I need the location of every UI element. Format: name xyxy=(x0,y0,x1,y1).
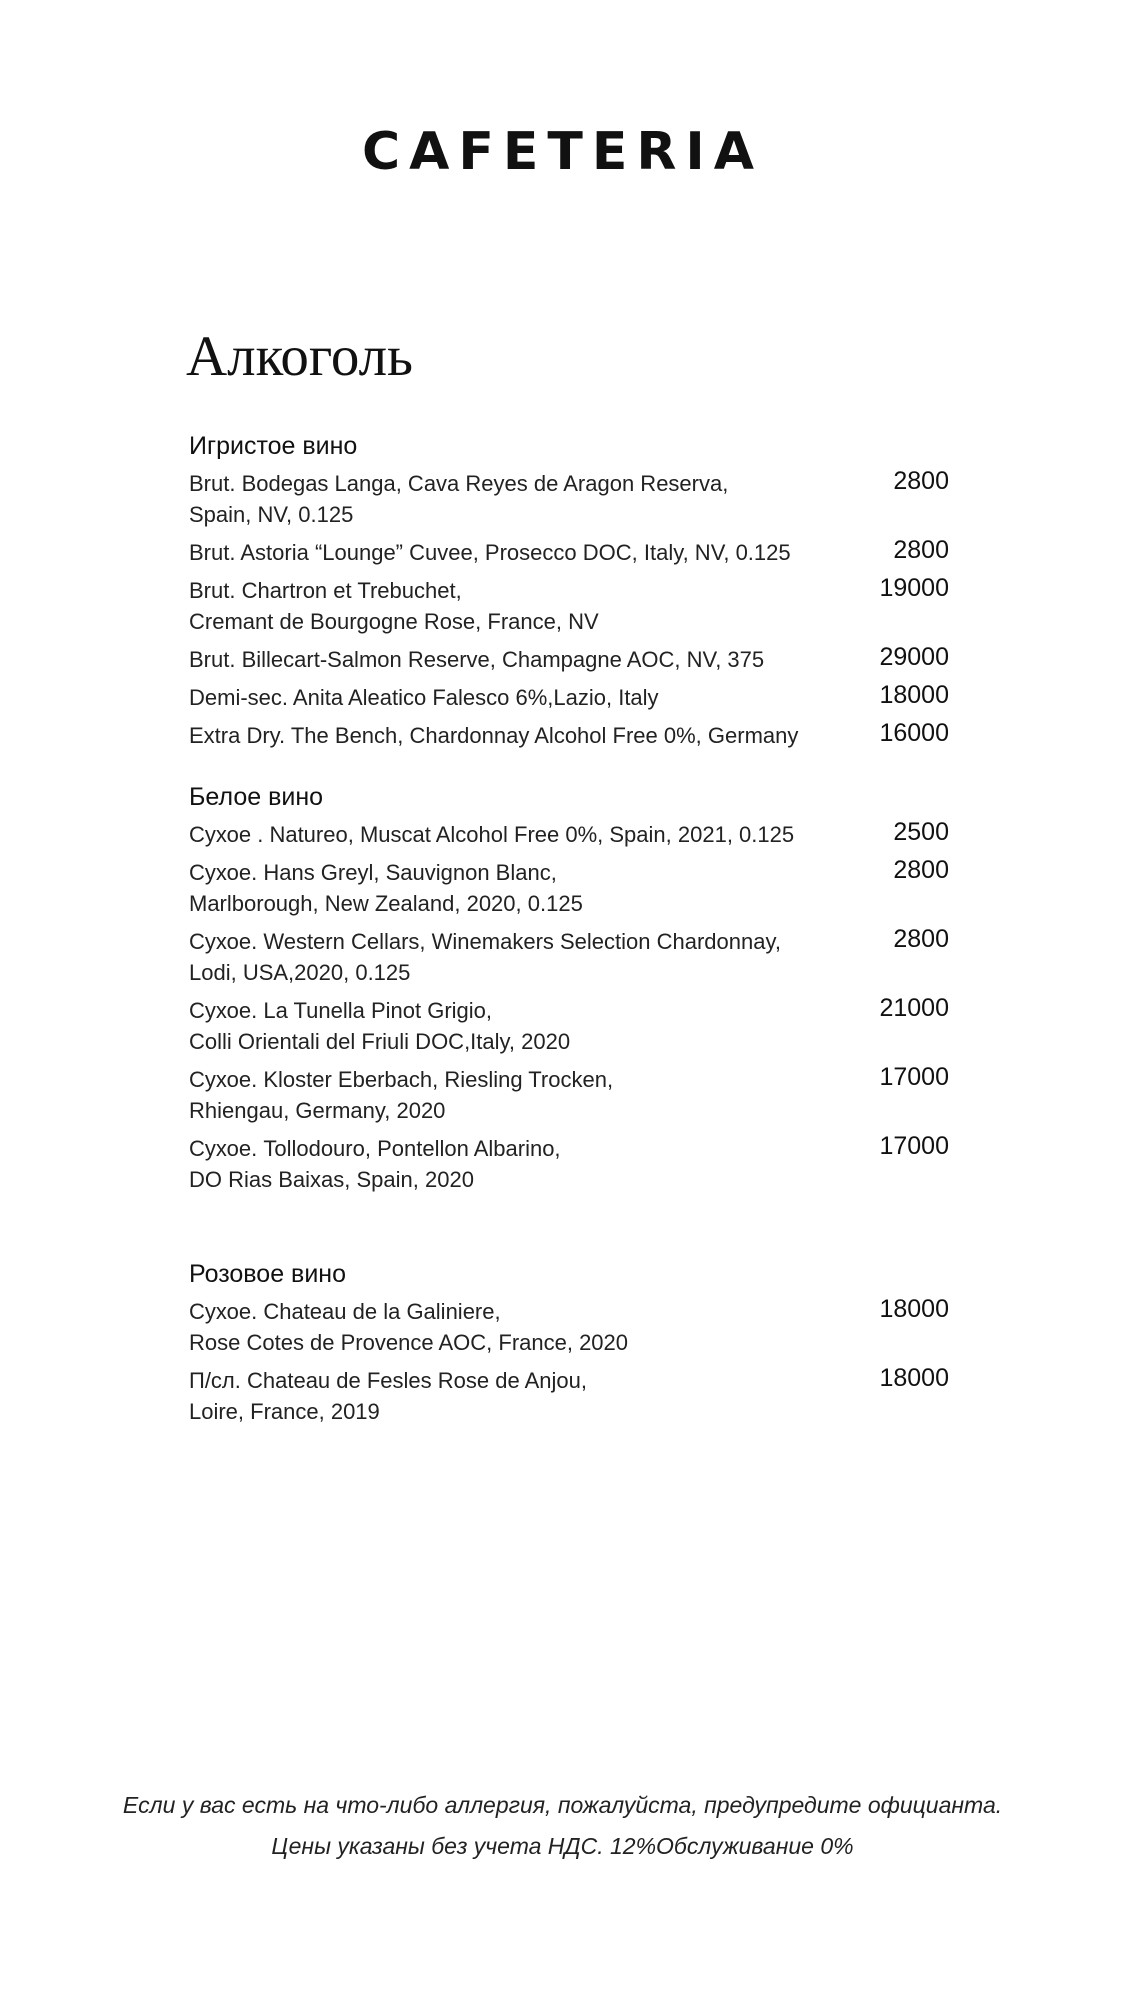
menu-item xyxy=(189,857,949,919)
menu-item xyxy=(189,1133,949,1195)
menu-item xyxy=(189,1296,949,1358)
menu-item-name xyxy=(189,857,849,919)
menu-item xyxy=(189,575,949,637)
page-title: Алкоголь xyxy=(186,325,414,388)
menu-item-name-line: П/сл. Chateau de Fesles Rose de Anjou, xyxy=(189,1368,587,1393)
section-white-wine xyxy=(189,780,949,1202)
footer-allergy-note: Если у вас есть на что-либо аллергия, пожалуйста, предупредите официанта. xyxy=(122,1792,1003,1818)
menu-item-name-line: Cухое. La Tunella Pinot Grigio, xyxy=(189,998,493,1023)
menu-item-name-line: Brut. Astoria “Lounge” Cuvee, Prosecco DOC, Italy, NV, 0.125 xyxy=(189,540,791,565)
menu-item-name xyxy=(189,682,849,713)
menu-item-name xyxy=(189,926,849,988)
menu-item xyxy=(189,995,949,1057)
menu-item-name xyxy=(189,468,849,530)
section-sparkling-wine xyxy=(189,429,949,758)
menu-item-name-line: Cremant de Bourgogne Rose, France, NV xyxy=(189,609,599,634)
menu-item-name-line: Сухое . Natureo, Muscat Alcohol Free 0%, Spain, 2021, 0.125 xyxy=(189,822,795,847)
menu-item-name xyxy=(189,1365,849,1427)
menu-item-name-line: Lodi, USA,2020, 0.125 xyxy=(189,960,411,985)
menu-item-price: 18000 xyxy=(879,681,949,709)
menu-item-price: 18000 xyxy=(879,1295,949,1323)
brand-logo: CAFETERIA xyxy=(361,122,764,182)
menu-item-name-line: Cухое. Hans Greyl, Sauvignon Blanc, xyxy=(189,860,557,885)
menu-item-name-line: Rhiengau, Germany, 2020 xyxy=(189,1098,446,1123)
menu-item-price: 18000 xyxy=(879,1364,949,1392)
menu-item-name-line: Cухое. Western Cellars, Winemakers Selection Chardonnay, xyxy=(189,929,781,954)
menu-item-name-line: Cухое. Kloster Eberbach, Riesling Trocken, xyxy=(189,1067,614,1092)
menu-item xyxy=(189,926,949,988)
menu-item-name xyxy=(189,1133,849,1195)
menu-item xyxy=(189,537,949,568)
menu-item-price: 2500 xyxy=(893,818,949,846)
menu-item-name-line: Colli Orientali del Friuli DOC,Italy, 2020 xyxy=(189,1029,571,1054)
menu-item-name-line: Brut. Chartron et Trebuchet, xyxy=(189,578,462,603)
menu-item-name-line: Demi-sec. Anita Aleatico Falesco 6%,Lazio, Italy xyxy=(189,685,659,710)
section-rose-wine xyxy=(189,1257,949,1434)
menu-item-price: 2800 xyxy=(893,467,949,495)
menu-item-price: 19000 xyxy=(879,574,949,602)
menu-item-name-line: Brut. Bodegas Langa, Cava Reyes de Aragon Reserva, xyxy=(189,471,729,496)
menu-item-name xyxy=(189,1296,849,1358)
menu-item xyxy=(189,644,949,675)
section-title: Розовое вино xyxy=(189,1260,346,1288)
menu-item-price: 21000 xyxy=(879,994,949,1022)
menu-item xyxy=(189,468,949,530)
menu-item xyxy=(189,819,949,850)
menu-item-name-line: Brut. Billecart-Salmon Reserve, Champagne AOC, NV, 375 xyxy=(189,647,765,672)
menu-item-name-line: Spain, NV, 0.125 xyxy=(189,502,354,527)
menu-item-name-line: Extra Dry. The Bench, Chardonnay Alcohol Free 0%, Germany xyxy=(189,723,799,748)
menu-item-name-line: Cухое. Tollodouro, Pontellon Albarino, xyxy=(189,1136,561,1161)
menu-item-name xyxy=(189,720,849,751)
menu-item-name-line: Cухое. Chateau de la Galiniere, xyxy=(189,1299,501,1324)
menu-item-name xyxy=(189,1064,849,1126)
menu-item-name xyxy=(189,819,849,850)
menu-item-price: 17000 xyxy=(879,1063,949,1091)
menu-item xyxy=(189,1365,949,1427)
section-title: Игристое вино xyxy=(189,432,358,460)
menu-item-name xyxy=(189,537,849,568)
section-title: Белое вино xyxy=(189,783,324,811)
menu-item-price: 2800 xyxy=(893,856,949,884)
footer-price-note: Цены указаны без учета НДС. 12%Обслуживание 0% xyxy=(271,1833,854,1859)
menu-item xyxy=(189,682,949,713)
menu-item-name-line: DO Rias Baixas, Spain, 2020 xyxy=(189,1167,474,1192)
menu-item-price: 29000 xyxy=(879,643,949,671)
menu-item-name-line: Loire, France, 2019 xyxy=(189,1399,380,1424)
menu-item-name-line: Rose Cotes de Provence AOC, France, 2020 xyxy=(189,1330,629,1355)
menu-item-name xyxy=(189,995,849,1057)
menu-item-price: 2800 xyxy=(893,536,949,564)
menu-item-price: 16000 xyxy=(879,719,949,747)
menu-item-name xyxy=(189,575,849,637)
menu-item-name xyxy=(189,644,849,675)
menu-item-name-line: Marlborough, New Zealand, 2020, 0.125 xyxy=(189,891,583,916)
menu-item xyxy=(189,720,949,751)
menu-item xyxy=(189,1064,949,1126)
menu-item-price: 17000 xyxy=(879,1132,949,1160)
menu-item-price: 2800 xyxy=(893,925,949,953)
